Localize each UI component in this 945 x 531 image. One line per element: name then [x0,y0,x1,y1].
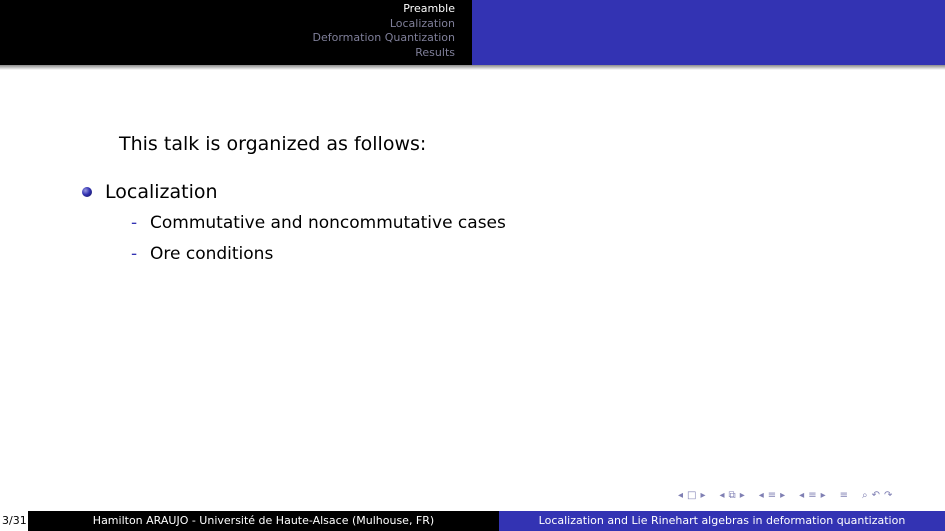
next-part-icon[interactable]: ▸ [820,490,826,501]
bullet-item [82,181,218,203]
prev-subsection-icon[interactable]: ◂ [719,490,725,501]
header-shadow [0,65,945,70]
slide-header [0,0,945,65]
sub-list [131,213,506,275]
bullet-label: Localization [105,181,218,203]
nav-section-localization[interactable]: Localization [389,16,455,30]
nav-section-deformation-quantization[interactable]: Deformation Quantization [312,31,455,44]
intro-text: This talk is organized as follows: [119,133,427,155]
prev-part-icon[interactable]: ◂ [799,490,805,501]
part-icon[interactable]: ≡ [808,490,817,501]
sub-item-label: Ore conditions [150,244,274,264]
sub-item [131,244,506,275]
slide-footer [0,511,945,531]
next-frame-icon[interactable]: ▸ [700,490,706,501]
dash-marker: - [131,244,138,264]
subsection-icon[interactable]: ⧉ [728,490,736,501]
beamer-navigation-symbols [678,490,892,501]
frame-icon[interactable]: □ [687,490,697,501]
prev-frame-icon[interactable]: ◂ [678,490,684,501]
footer-author: Hamilton ARAUJO - Université de Haute-Alsace (Mulhouse, FR) [28,511,499,531]
header-accent-bar [472,0,945,65]
sub-item [131,213,506,244]
next-subsection-icon[interactable]: ▸ [739,490,745,501]
footer-title: Localization and Lie Rinehart algebras in deformation quantization [499,511,945,531]
section-icon[interactable]: ≡ [767,490,777,501]
page-number: 3/31 [0,511,28,531]
back-icon[interactable]: ↶ [871,490,881,501]
next-section-icon[interactable]: ▸ [780,490,786,501]
section-navigation [0,0,472,65]
dash-marker: - [131,213,138,233]
bullet-ball-icon [82,187,92,197]
appendix-icon[interactable]: ≡ [839,490,849,501]
nav-section-preamble[interactable]: Preamble [403,2,455,15]
search-icon[interactable]: ⌕ [862,490,868,501]
prev-section-icon[interactable]: ◂ [758,490,764,501]
forward-icon[interactable]: ↷ [884,490,893,501]
nav-section-results[interactable]: Results [415,45,455,59]
sub-item-label: Commutative and noncommutative cases [150,213,506,233]
